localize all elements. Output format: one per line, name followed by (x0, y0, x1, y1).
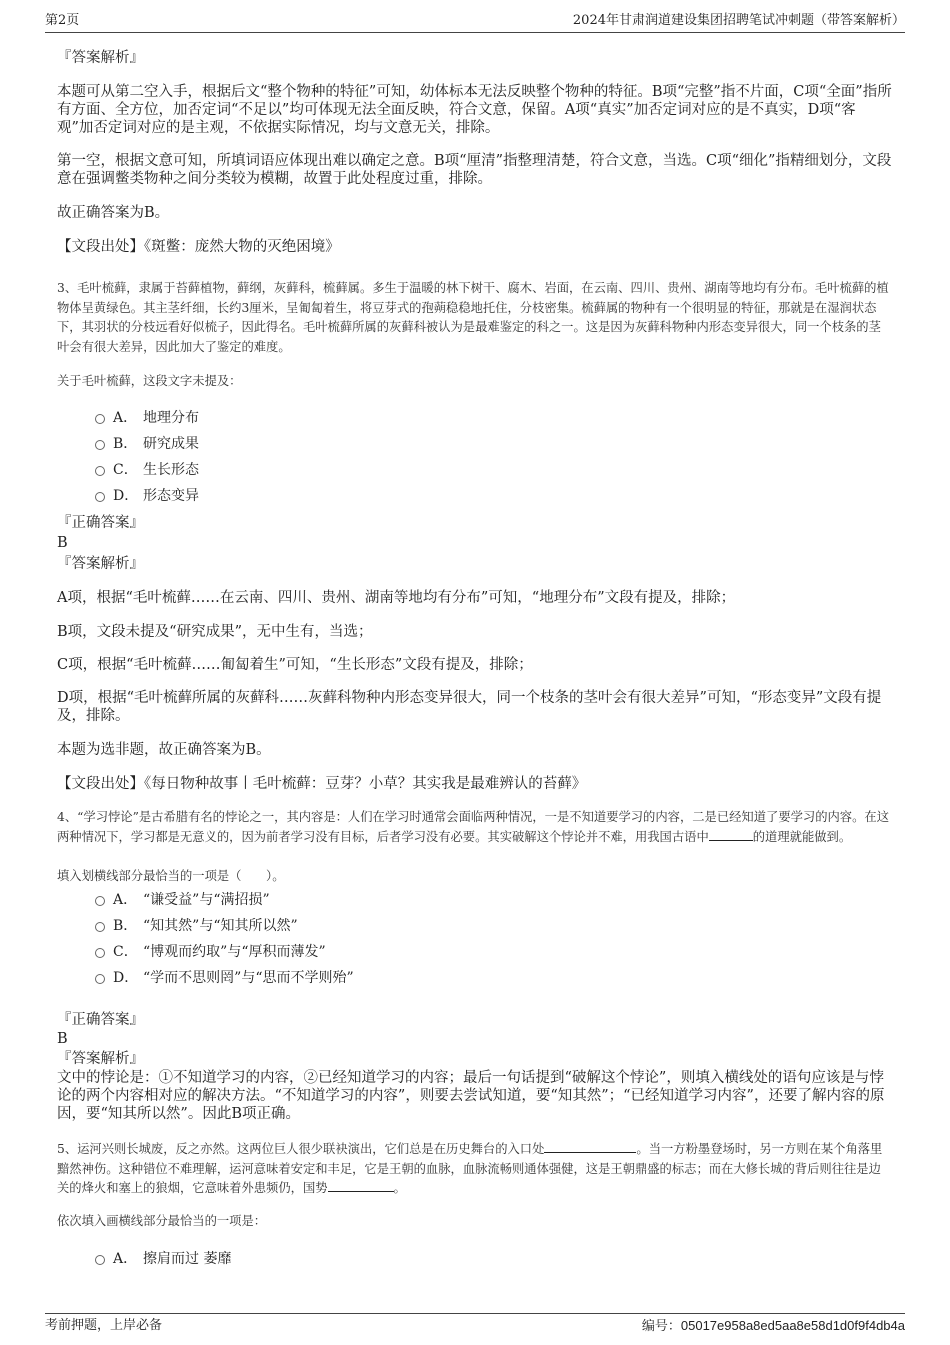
q3-answer: B (57, 535, 68, 551)
page-header (45, 12, 905, 33)
q4-answer: B (57, 1031, 68, 1047)
radio-button[interactable] (95, 492, 105, 502)
radio-button[interactable] (95, 896, 105, 906)
footer-slogan: 考前押题，上岸必备 (45, 1318, 163, 1333)
q3-stem: 3、毛叶梳藓，隶属于苔藓植物，藓纲，灰藓科，梳藓属。多生于温暖的林下树干、腐木、岩面，在云南、四川、贵州、湖南等地均有分布。毛叶梳藓的植物体呈黄绿色。其主茎纤细，长约3厘米，呈匍匐着生，将豆芽式的孢蒴稳稳地托住，分枝密集。梳藓属的物种有一个很明显的特征，那就是在湿润状态下，其羽状的分枝远看好似梳子，因此得名。毛叶梳藓所属的灰藓科被认为是最难鉴定的科之一。这是因为灰藓科物种内形态变异很大，同一个枝条的茎叶会有很大差异，因此加大了鉴定的难度。 (57, 281, 889, 354)
q2-answer-summary: 故正确答案为B。 (57, 205, 170, 221)
document-code: 编号：05017e958a8ed5aa8e58d1d0f9f4db4a (641, 1318, 905, 1334)
radio-button[interactable] (95, 414, 105, 424)
q4-analysis: 文中的悖论是：①不知道学习的内容，②已经知道学习的内容；最后一句话提到“破解这个悖论”，则填入横线处的语句应该是与悖论的两个内容相对应的解决方法。“不知道学习的内容”，则要去尝试知道，要“知其然”；“已经知道学习内容”，还要了解内容的原因，要“知其所以然”。因此B项正确。 (57, 1070, 885, 1122)
q4-analysis-label: 『答案解析』 (57, 1051, 144, 1067)
q4-option-a[interactable]: A． “谦受益”与“满招损” (95, 887, 354, 913)
q4-answer-label: 『正确答案』 (57, 1012, 144, 1028)
fill-blank (709, 828, 753, 841)
q3-analysis-c: C项，根据“毛叶梳藓……匍匐着生”可知，“生长形态”文段有提及，排除； (57, 657, 533, 673)
q4-question: 填入划横线部分最恰当的一项是（ ）。 (57, 869, 285, 883)
q2-analysis-para1: 本题可从第二空入手，根据后文“整个物种的特征”可知，幼体标本无法反映整个物种的特征。B项“完整”指不片面，C项“全面”指所有方面、全方位，加否定词“不足以”均可体现无法全面反映，符合文意，保留。A项“真实”加否定词对应的是不真实，D项“客观”加否定词对应的是主观，不依据实际情况，均与文意无关，排除。 (57, 84, 892, 136)
q3-options (95, 405, 199, 509)
q5-question: 依次填入画横线部分最恰当的一项是： (57, 1214, 267, 1228)
radio-button[interactable] (95, 974, 105, 984)
radio-button[interactable] (95, 440, 105, 450)
q4-option-c[interactable]: C． “博观而约取”与“厚积而薄发” (95, 939, 354, 965)
radio-button[interactable] (95, 922, 105, 932)
q2-analysis-label: 『答案解析』 (57, 50, 144, 66)
radio-button[interactable] (95, 948, 105, 958)
q4-stem: 4、“学习悖论”是古希腊有名的悖论之一，其内容是：人们在学习时通常会面临两种情况，一是不知道要学习的内容，二是已经知道了要学习的内容。在这两种情况下，学习都是无意义的，因为前者学习没有目标，后者学习没有必要。其实破解这个悖论并不难，用我国古语中 的道理就能做到。 (57, 810, 889, 844)
q2-source: 【文段出处】《斑鳖：庞然大物的灭绝困境》 (57, 239, 340, 255)
q3-analysis-b: B项，文段未提及“研究成果”，无中生有，当选； (57, 624, 373, 640)
q4-option-d[interactable]: D． “学而不思则罔”与“思而不学则殆” (95, 965, 354, 991)
q2-analysis-para2: 第一空，根据文意可知，所填词语应体现出难以确定之意。B项“厘清”指整理清楚，符合文意，当选。C项“细化”指精细划分，文段意在强调鳖类物种之间分类较为模糊，故置于此处程度过重，排除。 (57, 153, 892, 187)
q3-analysis-label: 『答案解析』 (57, 556, 144, 572)
q3-option-a[interactable]: A． 地理分布 (95, 405, 199, 431)
q5-stem: 5、运河兴则长城废，反之亦然。这两位巨人很少联袂演出，它们总是在历史舞台的入口处 。当一方粉墨登场时，另一方则在某个角落里黯然神伤。这种错位不难理解，运河意味着安定和丰足，它是王朝的血脉，血脉流畅则通体强健，这是王朝鼎盛的标志；而在大修长城的背后则往往是边关的烽火和塞上的狼烟，它意味着外患频仍，国势 。 (57, 1142, 883, 1195)
q3-source: 【文段出处】《每日物种故事丨毛叶梳藓：豆芽？小草？其实我是最难辨认的苔藓》 (57, 776, 587, 792)
q3-question: 关于毛叶梳藓，这段文字未提及： (57, 374, 242, 388)
q4-options (95, 887, 354, 991)
q3-option-b[interactable]: B． 研究成果 (95, 431, 199, 457)
q3-answer-label: 『正确答案』 (57, 515, 144, 531)
fill-blank (544, 1140, 636, 1153)
q3-option-c[interactable]: C． 生长形态 (95, 457, 199, 483)
q3-answer-summary: 本题为选非题，故正确答案为B。 (57, 742, 271, 758)
q4-option-b[interactable]: B． “知其然”与“知其所以然” (95, 913, 354, 939)
radio-button[interactable] (95, 466, 105, 476)
page-number: 第2页 (45, 13, 80, 28)
q3-analysis-d: D项，根据“毛叶梳藓所属的灰藓科……灰藓科物种内形态变异很大，同一个枝条的茎叶会有很大差异”可知，“形态变异”文段有提及，排除。 (57, 690, 882, 724)
q5-options (95, 1246, 231, 1272)
document-title: 2024年甘肃润道建设集团招聘笔试冲刺题（带答案解析） (572, 13, 905, 28)
q5-option-a[interactable]: A． 擦肩而过 萎靡 (95, 1246, 231, 1272)
q3-analysis-a: A项，根据“毛叶梳藓……在云南、四川、贵州、湖南等地均有分布”可知，“地理分布”文段有提及，排除； (57, 590, 736, 606)
radio-button[interactable] (95, 1255, 105, 1265)
fill-blank (328, 1179, 394, 1192)
q3-option-d[interactable]: D． 形态变异 (95, 483, 199, 509)
page-footer (45, 1313, 905, 1336)
